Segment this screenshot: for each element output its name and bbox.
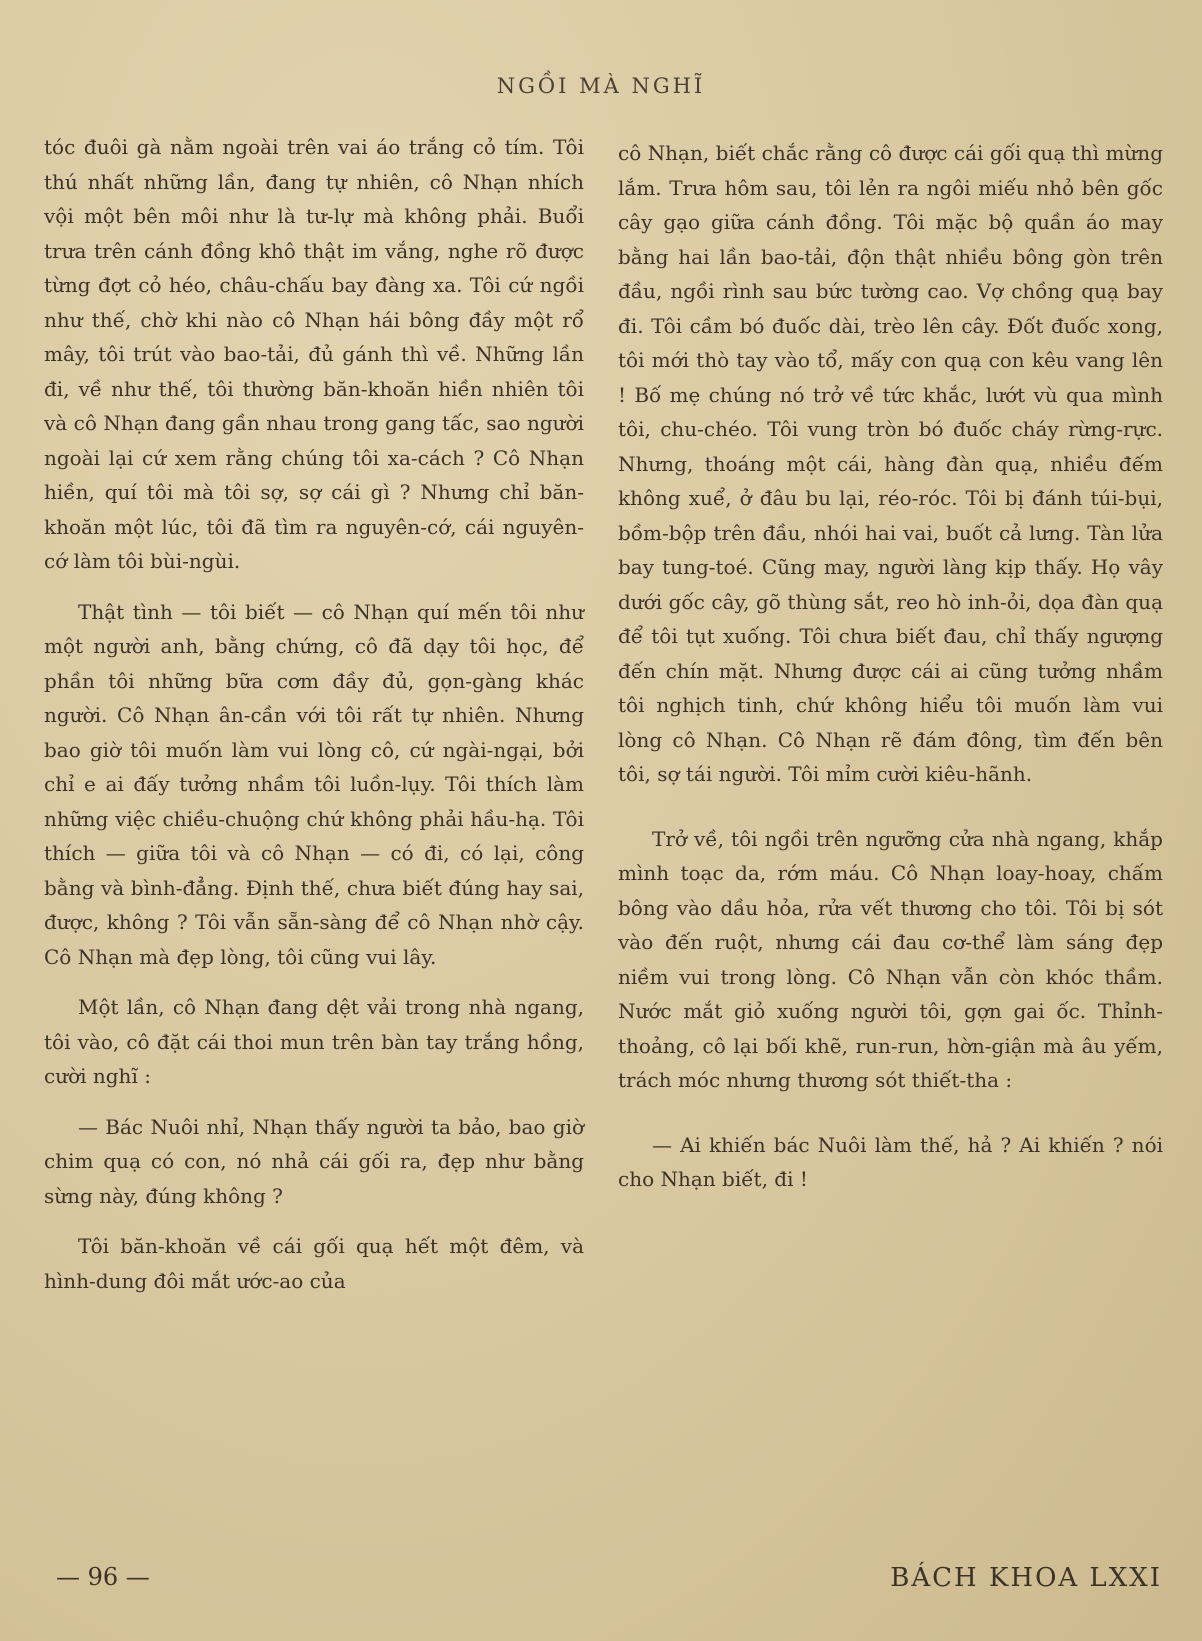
- paragraph: cô Nhạn, biết chắc rằng cô được cái gối quạ thì mừng lắm. Trưa hôm sau, tôi lẻn ra ngôi miếu nhỏ bên gốc cây gạo giữa cánh đồng. Tôi mặc bộ quần áo may bằng hai lần bao-tải, độn thật nhiều bông gòn trên đầu, ngồi rình sau bức tường cao. Vợ chồng quạ bay đi. Tôi cầm bó đuốc dài, trèo lên cây. Đốt đuốc xong, tôi mới thò tay vào tổ, mấy con quạ con kêu vang lên ! Bố mẹ chúng nó trở về tức khắc, lướt vù qua mình tôi, chu-chéo. Tôi vung tròn bó đuốc cháy rừng-rực. Nhưng, thoáng một cái, hàng đàn quạ, nhiều đếm không xuể, ở đâu bu lại, réo-róc. Tôi bị đánh túi-bụi, bồm-bộp trên đầu, nhói hai vai, buốt cả lưng. Tàn lửa bay tung-toé. Cũng may, người làng kịp thấy. Họ vây dưới gốc cây, gõ thùng sắt, reo hò inh-ỏi, dọa đàn quạ để tôi tụt xuống. Tôi chưa biết đau, chỉ thấy ngượng đến chín mặt. Nhưng được cái ai cũng tưởng nhầm tôi nghịch tinh, chứ không hiểu tôi muốn làm vui lòng cô Nhạn. Cô Nhạn rẽ đám đông, tìm đến bên tôi, sợ tái người. Tôi mỉm cười kiêu-hãnh.: [618, 141, 1163, 786]
- right-column: [618, 136, 1163, 1207]
- paragraph: Một lần, cô Nhạn đang dệt vải trong nhà ngang, tôi vào, cô đặt cái thoi mun trên bàn tay trắng hồng, cười nghĩ :: [44, 995, 584, 1088]
- page-header: NGỒI MÀ NGHĨ: [496, 74, 706, 98]
- paragraph: Tôi băn-khoăn về cái gối quạ hết một đêm, và hình-dung đôi mắt ước-ao của: [44, 1234, 584, 1293]
- paragraph: — Bác Nuôi nhỉ, Nhạn thấy người ta bảo, bao giờ chim quạ có con, nó nhả cái gối ra, đẹp như bằng sừng này, đúng không ?: [44, 1114, 584, 1208]
- paragraph: Thật tình — tôi biết — cô Nhạn quí mến tôi như một người anh, bằng chứng, cô đã dạy tôi học, để phần tôi những bữa cơm đầy đủ, gọn-gàng khác người. Cô Nhạn ân-cần với tôi rất tự nhiên. Nhưng bao giờ tôi muốn làm vui lòng cô, cứ ngài-ngại, bởi chỉ e ai đấy tưởng nhầm tôi luồn-lụy. Tôi thích làm những việc chiều-chuộng chứ không phải hầu-hạ. Tôi thích — giữa tôi và cô Nhạn — có đi, có lại, công bằng và bình-đẳng. Định thế, chưa biết đúng hay sai, được, không ? Tôi vẫn sẵn-sàng để cô Nhạn nhờ cậy. Cô Nhạn mà đẹp lòng, tôi cũng vui lây.: [44, 599, 584, 969]
- paragraph: — Ai khiến bác Nuôi làm thế, hả ? Ai khiến ? nói cho Nhạn biết, đi !: [618, 1132, 1163, 1191]
- page-number: — 96 —: [56, 1563, 150, 1591]
- magazine-title: BÁCH KHOA LXXI: [890, 1563, 1162, 1593]
- left-column: [44, 130, 584, 1308]
- paragraph: tóc đuôi gà nằm ngoài trên vai áo trắng cỏ tím. Tôi thú nhất những lần, đang tự nhiên, cô Nhạn nhích vội một bên môi như là tư-lự mà không phải. Buổi trưa trên cánh đồng khô thật im vắng, nghe rõ được từng đợt cỏ héo, châu-chấu bay đàng xa. Tôi cứ ngồi như thế, chờ khi nào cô Nhạn hái bông đầy một rổ mây, tôi trút vào bao-tải, đủ gánh thì về. Những lần đi, về như thế, tôi thường băn-khoăn hiền nhiên tôi và cô Nhạn đang gần nhau trong gang tấc, sao người ngoài lại cứ xem rằng chúng tôi xa-cách ? Cô Nhạn hiền, quí tôi mà tôi sợ, sợ cái gì ? Nhưng chỉ băn-khoăn một lúc, tôi đã tìm ra nguyên-cớ, cái nguyên-cớ làm tôi bùi-ngùi.: [44, 135, 584, 573]
- paragraph: Trở về, tôi ngồi trên ngưỡng cửa nhà ngang, khắp mình toạc da, rớm máu. Cô Nhạn loay-hoay, chấm bông vào dầu hỏa, rửa vết thương cho tôi. Tôi bị sót vào đến ruột, nhưng cái đau cơ-thể làm sáng đẹp niềm vui trong lòng. Cô Nhạn vẫn còn khóc thầm. Nước mắt giỏ xuống người tôi, gợn gai ốc. Thỉnh-thoảng, cô lại bối khẽ, run-run, hờn-giận mà âu yếm, trách móc nhưng thương sót thiết-tha :: [618, 826, 1163, 1092]
